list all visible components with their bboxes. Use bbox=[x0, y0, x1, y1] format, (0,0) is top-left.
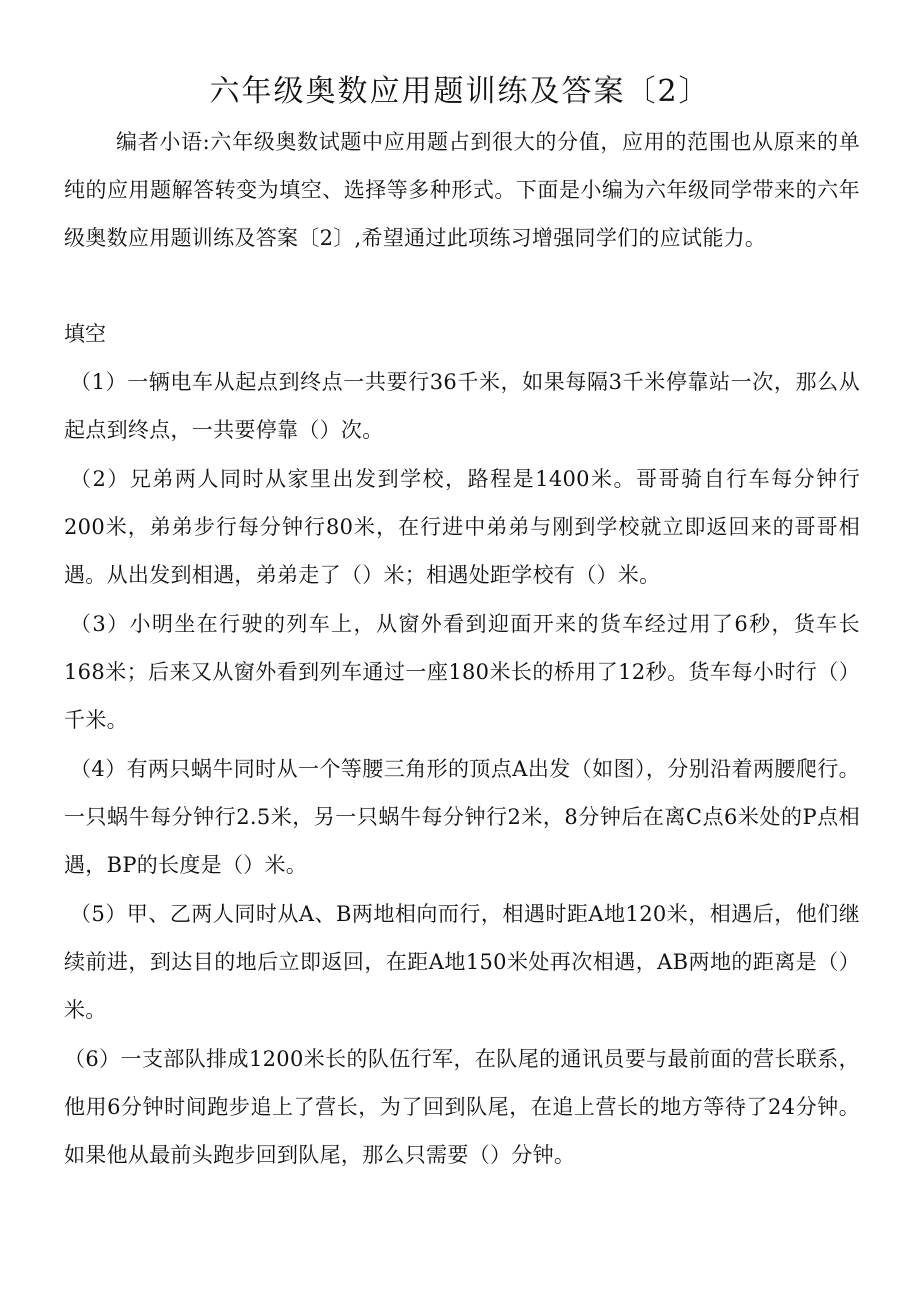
question-6: （6）一支部队排成1200米长的队伍行军，在队尾的通讯员要与最前面的营长联系，他用6分钟时间跑步追上了营长，为了回到队尾，在追上营长的地方等待了24分钟。如果他从最前头跑步回到队尾，那么只需要（）分钟。 bbox=[64, 1047, 860, 1167]
document-title: 六年级奥数应用题训练及答案〔2〕 bbox=[209, 74, 711, 109]
question-2: （2）兄弟两人同时从家里出发到学校，路程是1400米。哥哥骑自行车每分钟行200米，弟弟步行每分钟行80米，在行进中弟弟与刚到学校就立即返回来的哥哥相遇。从出发到相遇，弟弟走了（）米；相遇处距学校有（）米。 bbox=[64, 467, 860, 587]
intro-paragraph: 编者小语:六年级奥数试题中应用题占到很大的分值，应用的范围也从原来的单纯的应用题解答转变为填空、选择等多种形式。下面是小编为六年级同学带来的六年级奥数应用题训练及答案〔2〕,希望通过此项练习增强同学们的应试能力。 bbox=[64, 130, 860, 250]
question-3: （3）小明坐在行驶的列车上，从窗外看到迎面开来的货车经过用了6秒，货车长168米；后来又从窗外看到列车通过一座180米长的桥用了12秒。货车每小时行（）千米。 bbox=[64, 612, 860, 732]
section-label-fill-in: 填空 bbox=[64, 322, 106, 346]
question-1: （1）一辆电车从起点到终点一共要行36千米，如果每隔3千米停靠站一次，那么从起点到终点，一共要停靠（）次。 bbox=[64, 370, 860, 442]
question-4: （4）有两只蜗牛同时从一个等腰三角形的顶点A出发（如图），分别沿着两腰爬行。一只蜗牛每分钟行2.5米，另一只蜗牛每分钟行2米，8分钟后在离C点6米处的P点相遇，BP的长度是（）米。 bbox=[64, 757, 860, 877]
question-5: （5）甲、乙两人同时从A、B两地相向而行，相遇时距A地120米，相遇后，他们继续前进，到达目的地后立即返回，在距A地150米处再次相遇，AB两地的距离是（）米。 bbox=[64, 902, 860, 1022]
